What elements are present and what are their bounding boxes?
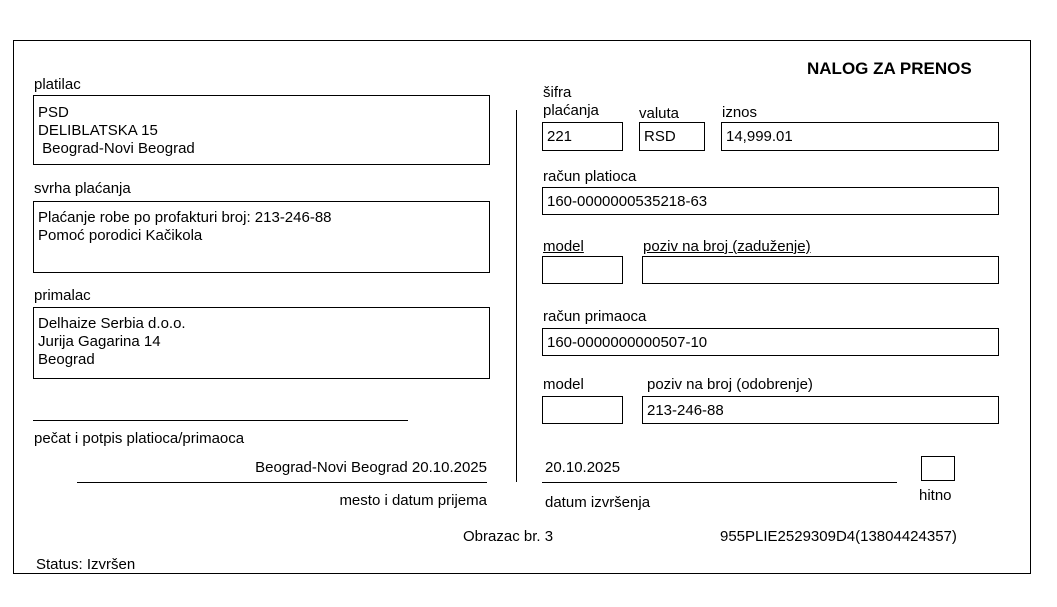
payer-line: DELIBLATSKA 15 bbox=[38, 122, 158, 139]
credit-model-field[interactable] bbox=[542, 396, 623, 424]
purpose-label: svrha plaćanja bbox=[34, 180, 131, 197]
execution-date-line bbox=[542, 482, 897, 483]
form-number: Obrazac br. 3 bbox=[463, 528, 554, 545]
purpose-lines bbox=[38, 209, 332, 245]
credit-reference-label: poziv na broj (odobrenje) bbox=[647, 376, 813, 393]
payment-code-label-line2: plaćanja bbox=[543, 102, 599, 119]
execution-date-label: datum izvršenja bbox=[545, 494, 651, 511]
currency-label: valuta bbox=[639, 105, 680, 122]
payer-label: platilac bbox=[34, 76, 81, 93]
signature-line bbox=[33, 420, 408, 421]
recipient-lines bbox=[38, 315, 186, 369]
payer-line: PSD bbox=[38, 104, 69, 121]
recipient-label: primalac bbox=[34, 287, 91, 304]
payment-code-field[interactable] bbox=[542, 122, 623, 151]
payer-line: Beograd-Novi Beograd bbox=[38, 140, 195, 157]
purpose-line: Plaćanje robe po profakturi broj: 213-246-88 bbox=[38, 209, 332, 226]
recipient-account-label: račun primaoca bbox=[543, 308, 647, 325]
urgent-label: hitno bbox=[919, 487, 952, 504]
amount-field[interactable] bbox=[721, 122, 999, 151]
purpose-line: Pomoć porodici Kačikola bbox=[38, 227, 203, 244]
debit-reference-label: poziv na broj (zaduženje) bbox=[643, 238, 811, 255]
credit-reference-value: 213-246-88 bbox=[647, 401, 724, 419]
signature-label: pečat i potpis platioca/primaoca bbox=[34, 430, 245, 447]
payment-code-value: 221 bbox=[547, 128, 573, 145]
receipt-value: Beograd-Novi Beograd 20.10.2025 bbox=[255, 459, 487, 476]
recipient-line: Beograd bbox=[38, 351, 95, 368]
status-text: Status: Izvršen bbox=[36, 556, 136, 573]
amount-value: 14,999.01 bbox=[726, 128, 793, 145]
reference-code: 955PLIE2529309D4(13804424357) bbox=[720, 528, 957, 545]
recipient-line: Jurija Gagarina 14 bbox=[38, 333, 161, 350]
urgent-checkbox[interactable] bbox=[921, 456, 955, 481]
receipt-label: mesto i datum prijema bbox=[339, 492, 487, 509]
debit-model-field[interactable] bbox=[542, 256, 623, 284]
recipient-account-value: 160-0000000000507-10 bbox=[547, 333, 708, 351]
receipt-line bbox=[77, 482, 487, 483]
payer-lines bbox=[38, 104, 195, 158]
recipient-box bbox=[33, 307, 490, 379]
recipient-line: Delhaize Serbia d.o.o. bbox=[38, 315, 186, 332]
payment-code-label-line1: šifra bbox=[543, 84, 572, 101]
debit-reference-field[interactable] bbox=[642, 256, 999, 284]
credit-reference-field[interactable] bbox=[642, 396, 999, 424]
payer-account-label: račun platioca bbox=[543, 168, 637, 185]
currency-value: RSD bbox=[644, 128, 676, 145]
payer-account-value: 160-0000000535218-63 bbox=[547, 192, 708, 210]
payer-account-field[interactable] bbox=[542, 187, 999, 215]
execution-date-value: 20.10.2025 bbox=[545, 459, 621, 476]
column-divider bbox=[516, 110, 517, 482]
debit-model-label: model bbox=[543, 238, 584, 255]
purpose-box bbox=[33, 201, 490, 273]
credit-model-label: model bbox=[543, 376, 584, 393]
payer-box bbox=[33, 95, 490, 165]
amount-label: iznos bbox=[722, 104, 758, 121]
form-title: NALOG ZA PRENOS bbox=[807, 59, 972, 78]
recipient-account-field[interactable] bbox=[542, 328, 999, 356]
currency-field[interactable] bbox=[639, 122, 705, 151]
